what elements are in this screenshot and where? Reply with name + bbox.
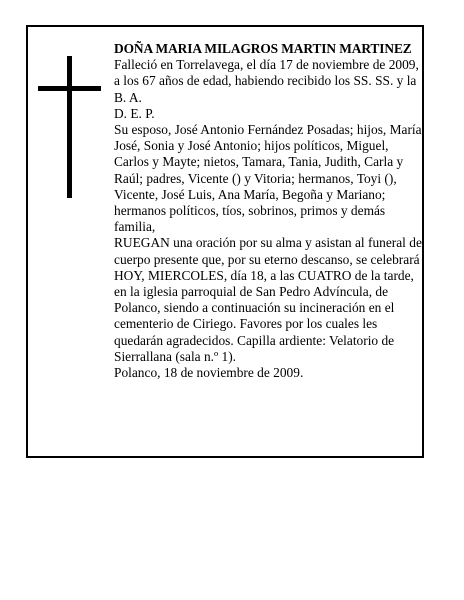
cross-vertical-bar: [67, 56, 72, 198]
obituary-text: [114, 41, 424, 381]
deceased-name: DOÑA MARIA MILAGROS MARTIN MARTINEZ: [114, 41, 412, 56]
obituary-notice: [26, 25, 424, 458]
family-paragraph: Su esposo, José Antonio Fernández Posadas; hijos, María José, Sonia y José Antonio; hijos políticos, Miguel, Carlos y Mayte; nietos, Tamara, Tania, Judith, Carla y Raúl; padres, Vicente () y Vitoria; hermanos, Toyi (), Vicente, José Luis, Ana María, Begoña y Mariano; hermanos políticos, tíos, sobrinos, primos y demás familia,: [114, 122, 422, 235]
death-line: Falleció en Torrelavega, el día 17 de noviembre de 2009,: [114, 57, 419, 73]
age-line: a los 67 años de edad, habiendo recibido los SS. SS. y la B. A.: [114, 73, 417, 105]
request-paragraph: RUEGAN una oración por su alma y asistan al funeral de cuerpo presente que, por su eterno descanso, se celebrará HOY, MIERCOLES, día 18, a las CUATRO de la tarde, en la iglesia parroquial de San Pedro Advíncula, de Polanco, siendo a continuación su incineración en el cementerio de Ciriego. Favores por los cuales les quedarán agradecidos. Capilla ardiente: Velatorio de Sierrallana (sala n.º 1).: [114, 235, 422, 364]
cross-horizontal-bar: [38, 86, 101, 91]
dep-line: D. E. P.: [114, 105, 155, 121]
place-date-line: Polanco, 18 de noviembre de 2009.: [114, 365, 304, 381]
